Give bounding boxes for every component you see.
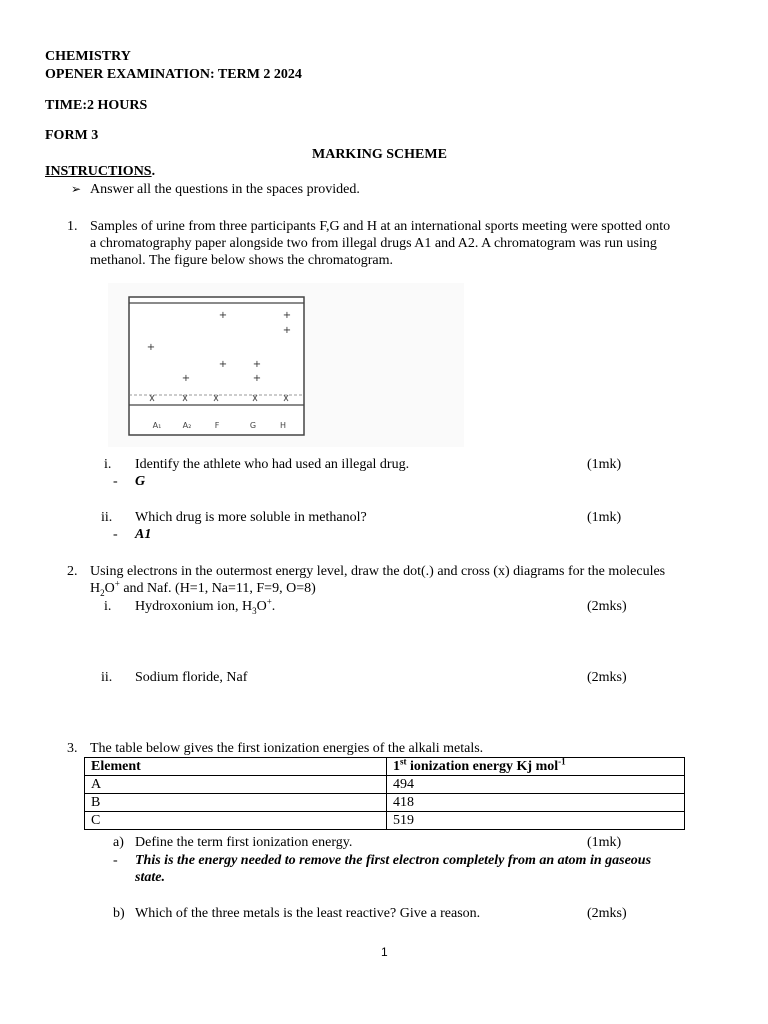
q3-b-text: Which of the three metals is the least reactive? Give a reason. xyxy=(135,906,481,921)
q3-a-number: a) xyxy=(113,835,124,850)
q2-i-marks: (2mks) xyxy=(587,599,627,614)
q3-b-number: b) xyxy=(113,906,125,921)
instructions-heading: INSTRUCTIONS. xyxy=(45,164,156,179)
q2-ii-text: Sodium floride, Naf xyxy=(135,670,248,685)
lane-label-f: F xyxy=(214,421,220,430)
table-cell-energy: 494 xyxy=(387,776,685,794)
marking-scheme-title: MARKING SCHEME xyxy=(312,147,447,162)
bullet-arrow-icon: ➢ xyxy=(71,182,82,196)
table-row xyxy=(85,812,685,830)
table-cell-element: A xyxy=(85,776,387,794)
exam-title: OPENER EXAMINATION: TERM 2 2024 xyxy=(45,67,302,82)
q2-number: 2. xyxy=(67,564,78,579)
instruction-text: Answer all the questions in the spaces provided. xyxy=(90,182,360,197)
table-cell-element: B xyxy=(85,794,387,812)
q3-a-text: Define the term first ionization energy. xyxy=(135,835,353,850)
q1-ii-answer: A1 xyxy=(135,527,152,542)
q3-a-answer-line1: This is the energy needed to remove the first electron completely from an atom in gaseous xyxy=(135,853,652,868)
q3-a-marks: (1mk) xyxy=(587,835,622,850)
q1-i-number: i. xyxy=(104,457,112,472)
q1-number: 1. xyxy=(67,219,78,234)
q3-intro: The table below gives the first ionization energies of the alkali metals. xyxy=(90,741,484,756)
ionization-energy-table xyxy=(84,757,685,830)
subject-title: CHEMISTRY xyxy=(45,49,131,64)
page-number: 1 xyxy=(381,945,388,959)
spot-a1: + xyxy=(146,342,156,353)
lane-label-h: H xyxy=(279,421,287,430)
table-cell-energy: 519 xyxy=(387,812,685,830)
spot-f-low: + xyxy=(218,359,228,370)
q2-i-text: Hydroxonium ion, $H_3O^+$. xyxy=(135,596,276,616)
q3-a-dash: - xyxy=(113,853,118,868)
q3-a-answer-line2: state. xyxy=(135,870,165,885)
q3-b-marks: (2mks) xyxy=(587,906,627,921)
q2-i-number: i. xyxy=(104,599,112,614)
q1-line3: methanol. The figure below shows the chromatogram. xyxy=(90,253,393,268)
q1-ii-number: ii. xyxy=(101,510,113,525)
q2-line2: $H_2O^+$ and Naf. (H=1, Na=11, F=9, O=8) xyxy=(90,578,316,598)
spot-g-low: + xyxy=(252,373,262,384)
q2-ii-marks: (2mks) xyxy=(587,670,627,685)
table-cell-element: C xyxy=(85,812,387,830)
spot-h-mid: + xyxy=(282,325,292,336)
table-row xyxy=(85,776,685,794)
q1-ii-dash: - xyxy=(113,527,118,542)
q1-ii-text: Which drug is more soluble in methanol? xyxy=(135,510,367,525)
q1-i-text: Identify the athlete who had used an illegal drug. xyxy=(135,457,410,472)
q1-ii-marks: (1mk) xyxy=(587,510,622,525)
spot-g-mid: + xyxy=(252,359,262,370)
q2-ii-number: ii. xyxy=(101,670,113,685)
spot-h-top: + xyxy=(282,310,292,321)
table-header-element: Element xyxy=(85,758,387,776)
spot-a2: + xyxy=(181,373,191,384)
q1-i-dash: - xyxy=(113,474,118,489)
table-header-energy: 1st ionization energy Kj mol$^{-1}$ xyxy=(387,758,685,776)
q3-number: 3. xyxy=(67,741,78,756)
form-level: FORM 3 xyxy=(45,128,99,143)
q1-line1: Samples of urine from three participants F,G and H at an international sports meeting were spotted onto xyxy=(90,219,671,234)
lane-label-a2: A₂ xyxy=(182,421,192,430)
q2-line1: Using electrons in the outermost energy level, draw the dot(.) and cross (x) diagrams for the molecules xyxy=(90,564,666,579)
table-cell-energy: 418 xyxy=(387,794,685,812)
q1-line2: a chromatography paper alongside two from illegal drugs A1 and A2. A chromatogram was run using xyxy=(90,236,657,251)
lane-label-a1: A₁ xyxy=(152,421,162,430)
exam-time: TIME:2 HOURS xyxy=(45,98,148,113)
table-header-row xyxy=(85,758,685,776)
q1-i-marks: (1mk) xyxy=(587,457,622,472)
table-row xyxy=(85,794,685,812)
spot-f-top: + xyxy=(218,310,228,321)
chromatogram-figure xyxy=(108,283,464,447)
q1-i-answer: G xyxy=(135,474,146,489)
lane-label-g: G xyxy=(249,421,257,430)
